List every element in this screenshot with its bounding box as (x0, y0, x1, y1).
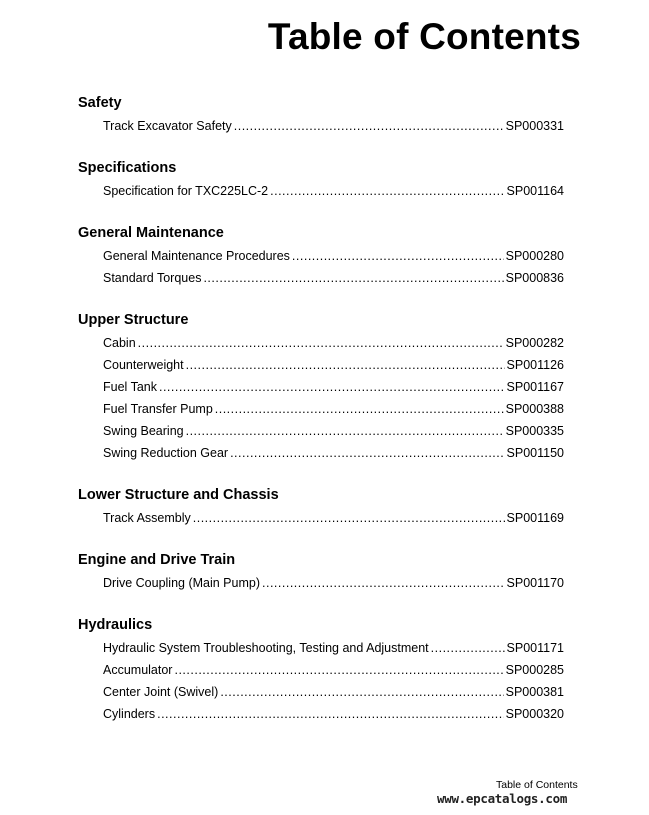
toc-entry[interactable] (103, 115, 564, 137)
toc-entry[interactable] (103, 180, 564, 202)
toc-section (78, 93, 564, 137)
entry-title: Drive Coupling (Main Pump) (103, 576, 261, 590)
toc-entry[interactable] (103, 681, 564, 703)
footer-label: Table of Contents (496, 779, 578, 791)
toc-entry[interactable] (103, 703, 564, 725)
entry-code: SP000320 (505, 707, 564, 721)
entry-code: SP000285 (505, 663, 564, 677)
toc-section (78, 310, 564, 464)
entry-code: SP000388 (505, 402, 564, 416)
dot-leader (138, 332, 504, 354)
toc-section (78, 615, 564, 725)
entry-title: Swing Reduction Gear (103, 446, 229, 460)
entry-code: SP001150 (506, 446, 564, 460)
toc-entry[interactable] (103, 398, 564, 420)
entry-title: Cabin (103, 336, 136, 350)
toc-entry[interactable] (103, 637, 564, 659)
entry-title: Track Excavator Safety (103, 119, 232, 133)
section-heading: Specifications (78, 160, 177, 176)
entry-code: SP001167 (506, 380, 564, 394)
entry-title: Hydraulic System Troubleshooting, Testing and Adjustment (103, 641, 429, 655)
page-title: Table of Contents (267, 16, 581, 57)
section-heading: Upper Structure (78, 312, 189, 328)
toc-entry[interactable] (103, 376, 564, 398)
entry-code: SP000331 (505, 119, 564, 133)
entry-title: Fuel Transfer Pump (103, 402, 213, 416)
dot-leader (159, 376, 505, 398)
entry-code: SP000335 (505, 424, 564, 438)
entry-title: Center Joint (Swivel) (103, 685, 219, 699)
dot-leader (431, 637, 505, 659)
entry-code: SP001126 (506, 358, 564, 372)
entry-title: Counterweight (103, 358, 184, 372)
entry-title: General Maintenance Procedures (103, 249, 290, 263)
watermark: www.epcatalogs.com (437, 791, 568, 806)
dot-leader (230, 442, 504, 464)
section-heading: General Maintenance (78, 225, 224, 241)
entry-title: Standard Torques (103, 271, 202, 285)
dot-leader (292, 245, 504, 267)
toc-section (78, 550, 564, 594)
entry-title: Fuel Tank (103, 380, 157, 394)
section-heading: Lower Structure and Chassis (78, 487, 279, 503)
entry-title: Track Assembly (103, 511, 191, 525)
entry-code: SP001171 (506, 641, 564, 655)
entry-title: Accumulator (103, 663, 173, 677)
entry-title: Specification for TXC225LC-2 (103, 184, 269, 198)
dot-leader (203, 267, 503, 289)
toc-section (78, 158, 564, 202)
entry-title: Cylinders (103, 707, 156, 721)
entry-title: Swing Bearing (103, 424, 184, 438)
entry-code: SP000836 (505, 271, 564, 285)
entry-code: SP001164 (506, 184, 564, 198)
dot-leader (157, 703, 504, 725)
toc-entry[interactable] (103, 659, 564, 681)
entry-code: SP000280 (505, 249, 564, 263)
entry-code: SP000282 (505, 336, 564, 350)
section-heading: Engine and Drive Train (78, 552, 236, 568)
dot-leader (193, 507, 505, 529)
toc-section (78, 485, 564, 529)
toc-section (78, 223, 564, 289)
dot-leader (174, 659, 503, 681)
section-heading: Safety (78, 95, 122, 111)
dot-leader (215, 398, 504, 420)
dot-leader (262, 572, 505, 594)
entry-code: SP001169 (506, 511, 564, 525)
toc-entry[interactable] (103, 267, 564, 289)
dot-leader (186, 354, 505, 376)
dot-leader (270, 180, 504, 202)
toc-entry[interactable] (103, 507, 564, 529)
toc-entry[interactable] (103, 442, 564, 464)
dot-leader (220, 681, 503, 703)
toc-list (78, 93, 564, 746)
entry-code: SP000381 (505, 685, 564, 699)
dot-leader (186, 420, 504, 442)
dot-leader (234, 115, 504, 137)
toc-entry[interactable] (103, 572, 564, 594)
toc-entry[interactable] (103, 354, 564, 376)
toc-entry[interactable] (103, 332, 564, 354)
toc-entry[interactable] (103, 245, 564, 267)
toc-entry[interactable] (103, 420, 564, 442)
entry-code: SP001170 (506, 576, 564, 590)
section-heading: Hydraulics (78, 617, 153, 633)
